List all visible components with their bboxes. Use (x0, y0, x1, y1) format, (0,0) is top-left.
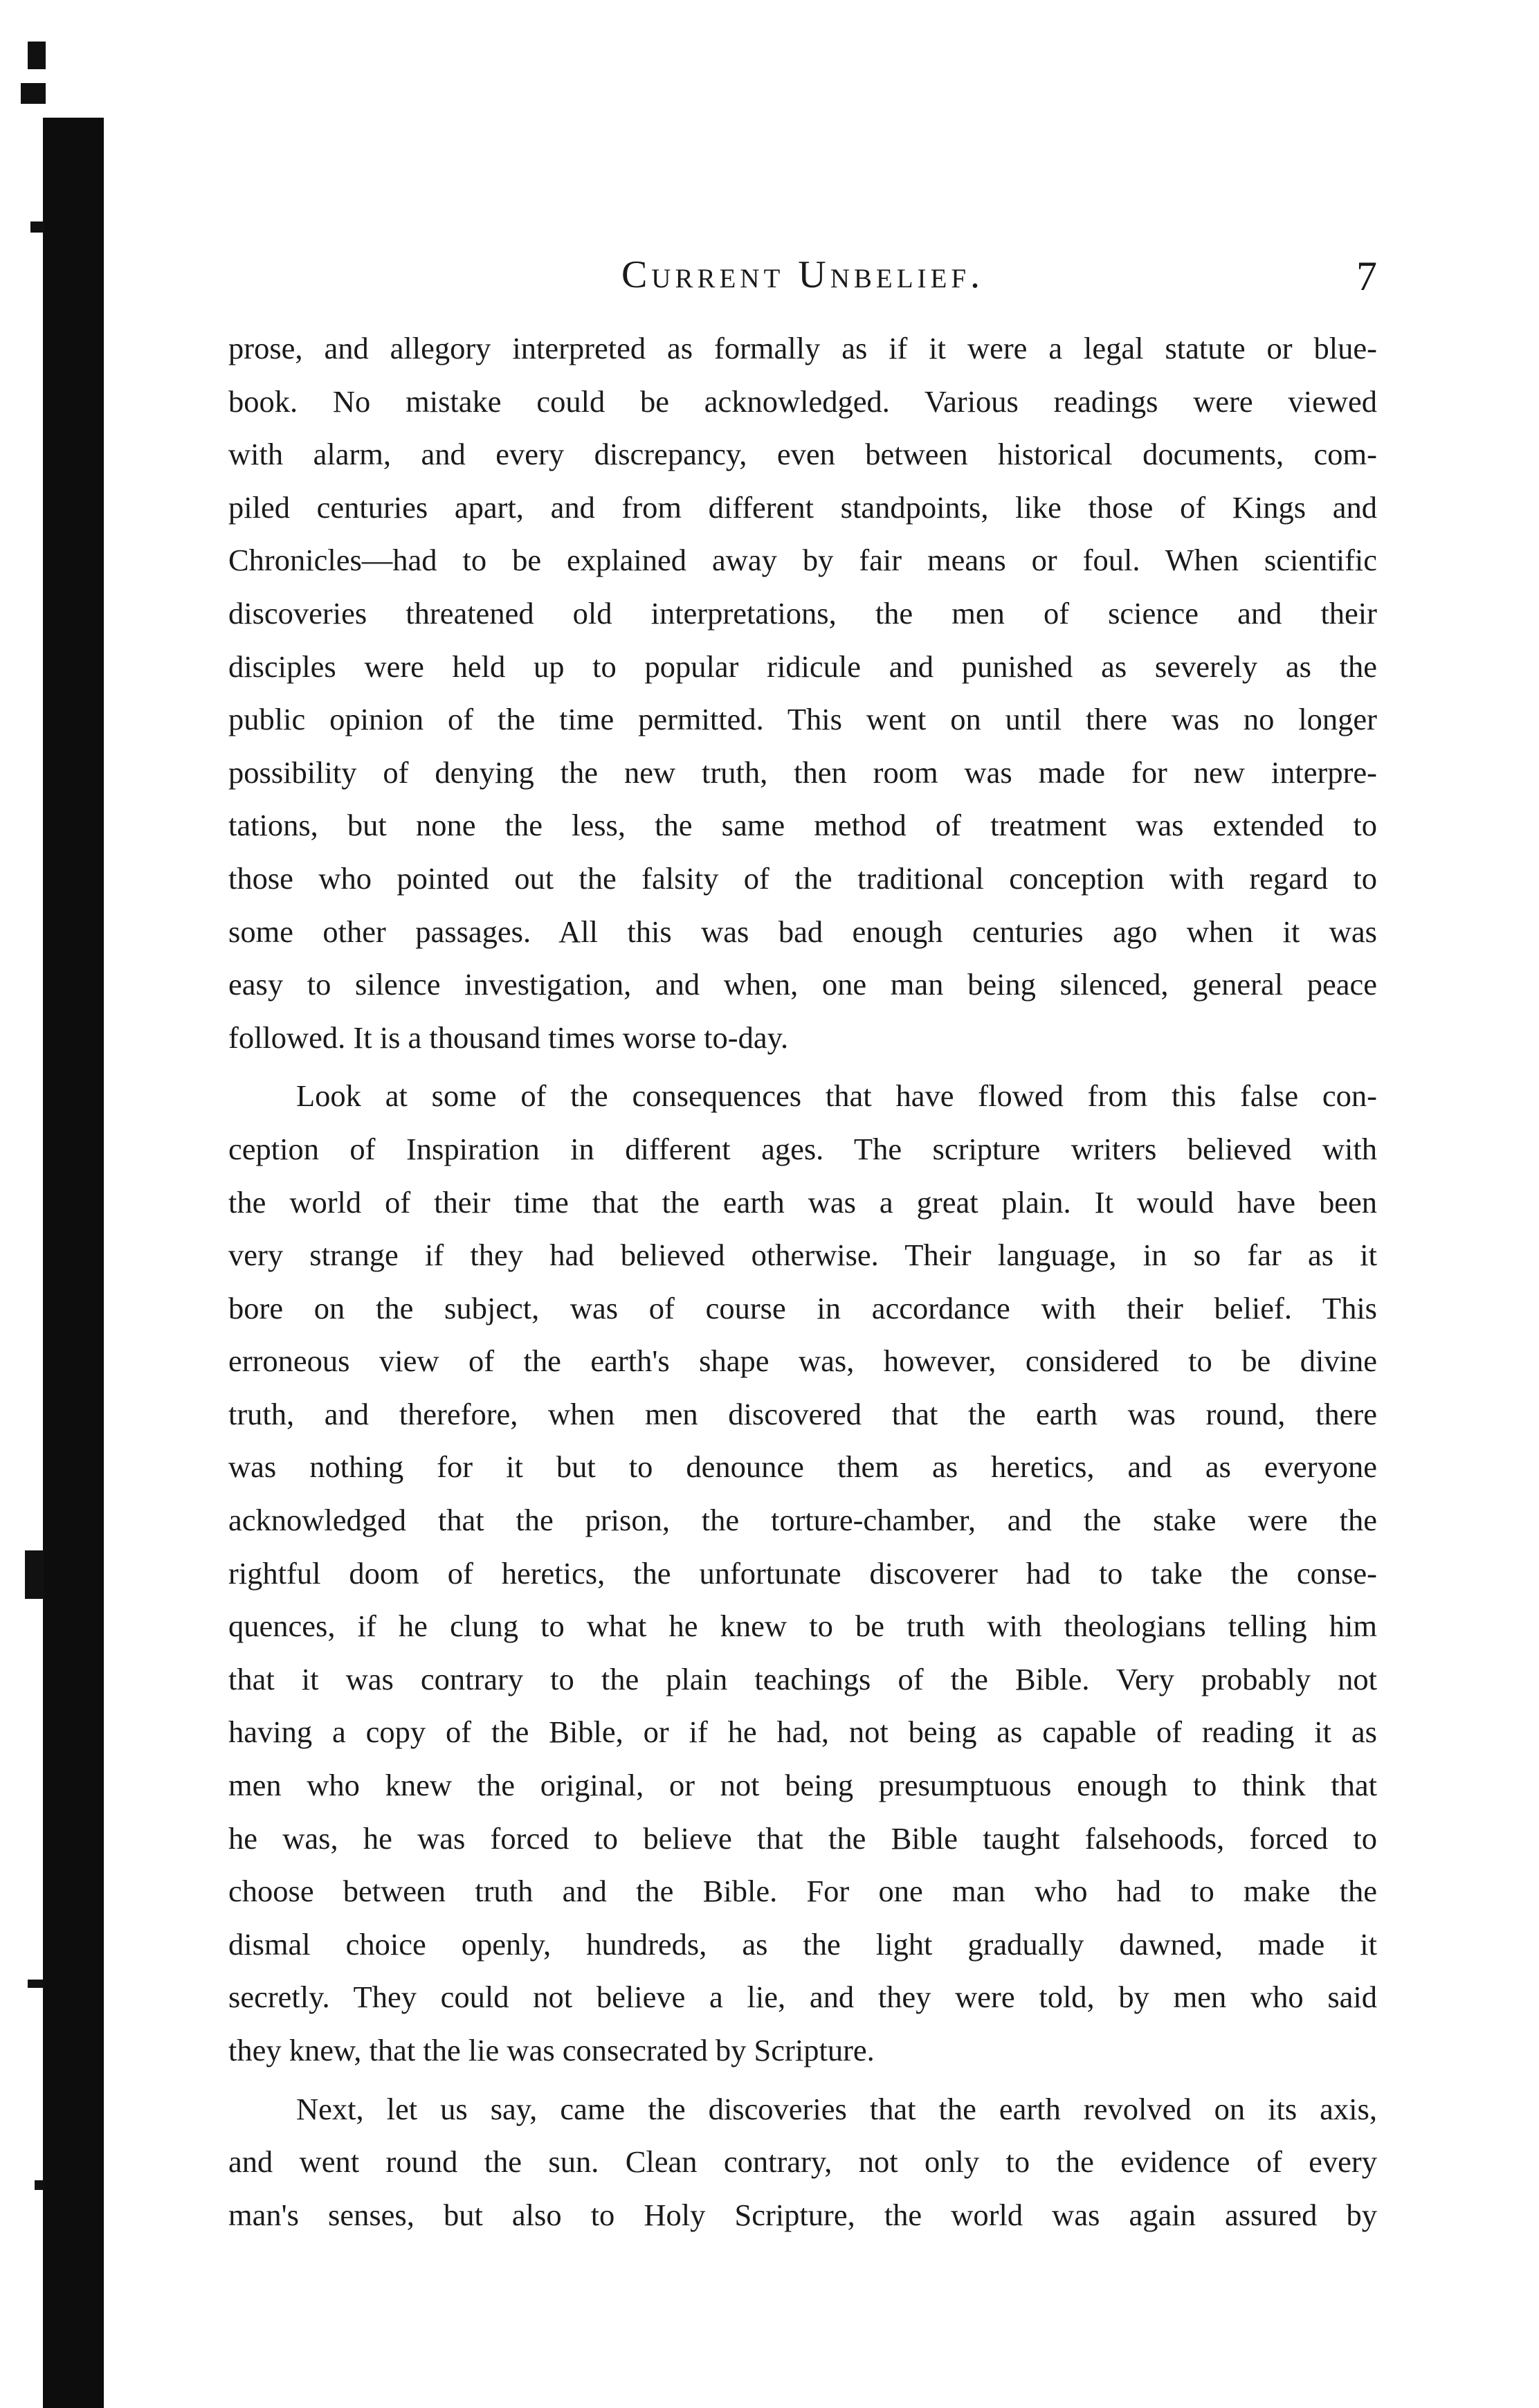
paragraph (228, 322, 1377, 1064)
text-line: disciples were held up to popular ridicule and punished as severely as the (228, 649, 1377, 684)
binding-shadow (43, 118, 104, 2408)
text-line: prose, and allegory interpreted as formally as if it were a legal statute or blue- (228, 331, 1377, 365)
text-line: public opinion of the time permitted. This went on until there was no longer (228, 702, 1377, 737)
text-line: quences, if he clung to what he knew to be truth with theologians telling him (228, 1609, 1377, 1644)
scan-speck (30, 221, 44, 233)
text-line: acknowledged that the prison, the torture-chamber, and the stake were the (228, 1503, 1377, 1538)
book-page (228, 239, 1377, 2241)
text-line: that it was contrary to the plain teachings of the Bible. Very probably not (228, 1661, 1377, 1696)
paragraph (228, 1069, 1377, 2076)
text-line: tations, but none the less, the same method of treatment was extended to (228, 808, 1377, 843)
text-line: dismal choice openly, hundreds, as the light gradually dawned, made it (228, 1926, 1377, 1962)
text-line: ception of Inspiration in different ages. The scripture writers believed with (228, 1131, 1377, 1166)
text-line: rightful doom of heretics, the unfortunate discoverer had to take the conse- (228, 1555, 1377, 1591)
binding-edge (0, 0, 104, 2408)
text-line: discoveries threatened old interpretations, the men of science and their (228, 595, 1377, 631)
text-line: the world of their time that the earth was a great plain. It would have been (228, 1184, 1377, 1220)
text-line: some other passages. All this was bad enough centuries ago when it was (228, 914, 1377, 949)
text-line: man's senses, but also to Holy Scripture, the world was again assured by (228, 2197, 1377, 2232)
text-line: having a copy of the Bible, or if he had, not being as capable of reading it as (228, 1714, 1377, 1750)
text-line: followed. It is a thousand times worse to-day. (228, 1020, 789, 1055)
text-line: choose between truth and the Bible. For one man who had to make the (228, 1874, 1377, 1909)
text-line: Next, let us say, came the discoveries that the earth revolved on its axis, (296, 2091, 1377, 2126)
paragraph (228, 2083, 1377, 2242)
scan-speck (21, 83, 46, 104)
scan-speck (35, 2180, 44, 2190)
scan-speck (28, 1980, 44, 1988)
text-line: truth, and therefore, when men discovered that the earth was round, there (228, 1396, 1377, 1431)
text-line: piled centuries apart, and from different standpoints, like those of Kings and (228, 489, 1377, 525)
text-line: secretly. They could not believe a lie, and they were told, by men who said (228, 1980, 1377, 2015)
text-line: and went round the sun. Clean contrary, not only to the evidence of every (228, 2144, 1377, 2180)
running-title: Current Unbelief. (621, 253, 985, 296)
text-line: bore on the subject, was of course in accordance with their belief. This (228, 1290, 1377, 1325)
scan-speck (25, 1550, 44, 1599)
body-text (228, 322, 1377, 2241)
text-line: men who knew the original, or not being presumptuous enough to think that (228, 1768, 1377, 1803)
text-line: Look at some of the consequences that have flowed from this false con- (296, 1078, 1377, 1114)
scan-speck (28, 42, 46, 69)
text-line: book. No mistake could be acknowledged. Various readings were viewed (228, 383, 1377, 419)
text-line: Chronicles—had to be explained away by fair means or foul. When scientific (228, 543, 1377, 578)
text-line: erroneous view of the earth's shape was, however, considered to be divine (228, 1343, 1377, 1379)
text-line: possibility of denying the new truth, then room was made for new interpre- (228, 754, 1377, 790)
text-line: was nothing for it but to denounce them as heretics, and as everyone (228, 1449, 1377, 1485)
page-number: 7 (1356, 253, 1377, 299)
text-line: very strange if they had believed otherwise. Their language, in so far as it (228, 1238, 1377, 1273)
text-line: easy to silence investigation, and when, one man being silenced, general peace (228, 967, 1377, 1002)
text-line: they knew, that the lie was consecrated by Scripture. (228, 2033, 875, 2067)
text-line: with alarm, and every discrepancy, even between historical documents, com- (228, 437, 1377, 472)
running-head (228, 239, 1377, 322)
text-line: those who pointed out the falsity of the traditional conception with regard to (228, 860, 1377, 896)
text-line: he was, he was forced to believe that the Bible taught falsehoods, forced to (228, 1820, 1377, 1856)
